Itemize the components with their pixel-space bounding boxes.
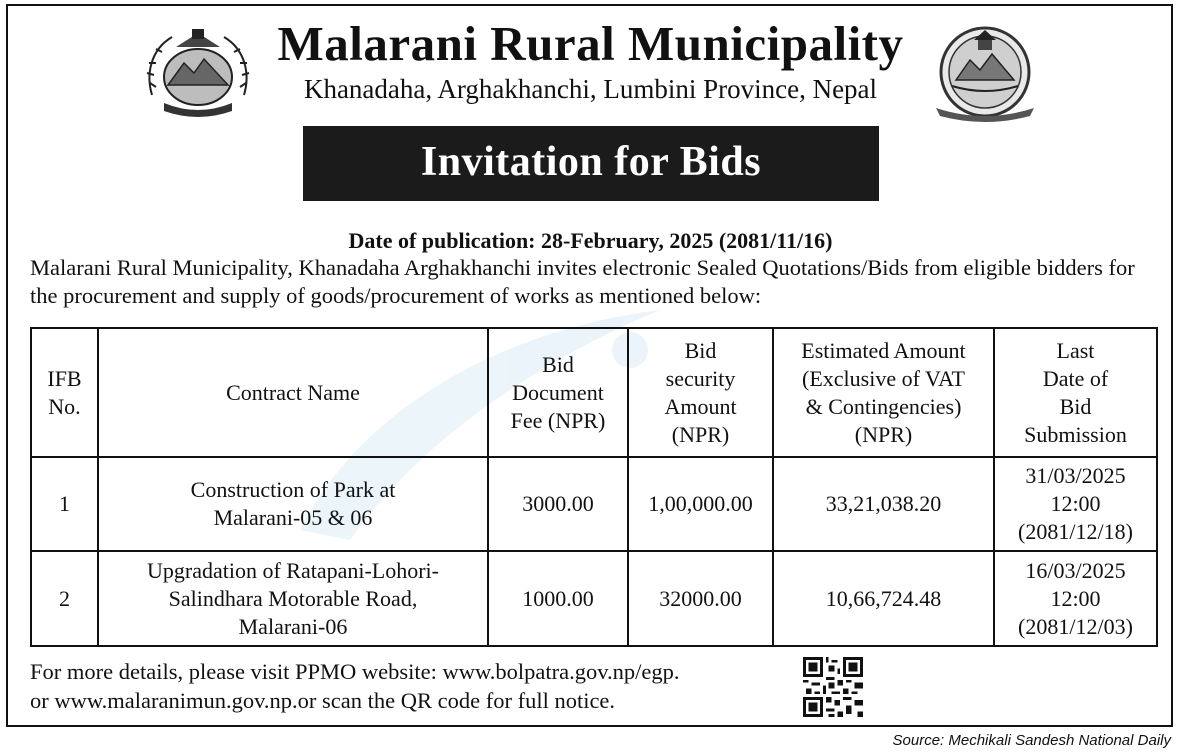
cell-text: Malarani-06 — [238, 613, 348, 639]
publication-date: Date of publication: 28-February, 2025 (2081/11/16) — [348, 228, 833, 253]
cell-last-date — [994, 551, 1157, 646]
header-estimated-amount — [773, 328, 994, 457]
cell-text: 12:00 — [1050, 491, 1101, 516]
header-contract-name — [98, 328, 488, 457]
header-text: Submission — [1024, 421, 1127, 447]
header-text: Document — [512, 379, 604, 405]
footer-line-website: or www.malaranimun.gov.np.or scan the QR code for full notice. — [30, 688, 616, 713]
cell-bid-security: 32000.00 — [628, 551, 773, 646]
header-text: Bid — [684, 337, 717, 363]
cell-ifb-no: 2 — [31, 551, 98, 646]
cell-ifb-no: 1 — [31, 457, 98, 551]
header-text: Last — [1056, 337, 1095, 363]
cell-text: 31/03/2025 — [1025, 463, 1126, 488]
table-header-row — [31, 328, 1157, 457]
intro-paragraph: Malarani Rural Municipality, Khanadaha Arghakhanchi invites electronic Sealed Quotations/Bids from eligible bidders for the procurement and supply of goods/procurement of works as mentioned below: — [30, 255, 1135, 308]
qr-code-icon — [803, 657, 863, 717]
footer-line-ppmo: For more details, please visit PPMO website: www.bolpatra.gov.np/egp. — [30, 659, 680, 684]
bids-table — [30, 327, 1158, 647]
header-bid-document-fee — [488, 328, 628, 457]
header-text: & Contingencies) — [805, 393, 962, 419]
cell-contract-name — [98, 457, 488, 551]
header-text: Bid — [1059, 393, 1092, 419]
municipality-title: Malarani Rural Municipality — [277, 16, 904, 71]
header-last-date — [994, 328, 1157, 457]
cell-estimated-amount: 10,66,724.48 — [773, 551, 994, 646]
header-text: Amount — [664, 393, 737, 419]
municipality-address: Khanadaha, Arghakhanchi, Lumbini Province, Nepal — [303, 74, 878, 104]
invitation-banner: Invitation for Bids — [303, 126, 879, 201]
table-row — [31, 457, 1157, 551]
header-text: No. — [48, 393, 81, 419]
cell-text: Malarani-05 & 06 — [213, 505, 373, 530]
header-text: Estimated Amount — [801, 337, 966, 363]
header-text: Contract Name — [226, 379, 360, 405]
cell-bid-document-fee: 1000.00 — [488, 551, 628, 646]
header-bid-security — [628, 328, 773, 457]
header-text: IFB — [47, 365, 82, 391]
cell-estimated-amount: 33,21,038.20 — [773, 457, 994, 551]
header-text: Fee (NPR) — [510, 407, 606, 433]
header-text: security — [665, 365, 736, 391]
cell-bid-document-fee: 3000.00 — [488, 457, 628, 551]
cell-bid-security: 1,00,000.00 — [628, 457, 773, 551]
cell-text: (2081/12/03) — [1018, 613, 1133, 639]
header-text: Date of — [1042, 365, 1109, 391]
header-text: Bid — [542, 351, 574, 377]
header-text: (Exclusive of VAT — [802, 365, 965, 391]
header-ifb-no — [31, 328, 98, 457]
header-text: (NPR) — [854, 421, 913, 447]
cell-text: Upgradation of Ratapani-Lohori- — [146, 557, 439, 583]
cell-text: (2081/12/18) — [1018, 519, 1133, 544]
table-row — [31, 551, 1157, 646]
cell-text: Construction of Park at — [190, 477, 396, 502]
header-text: (NPR) — [671, 421, 730, 447]
cell-text: 16/03/2025 — [1025, 557, 1126, 583]
cell-text: 12:00 — [1050, 585, 1101, 611]
cell-last-date — [994, 457, 1157, 551]
footer-details — [30, 657, 790, 715]
cell-contract-name — [98, 551, 488, 646]
source-credit: Source: Mechikali Sandesh National Daily — [892, 732, 1171, 749]
cell-text: Salindhara Motorable Road, — [168, 585, 418, 611]
